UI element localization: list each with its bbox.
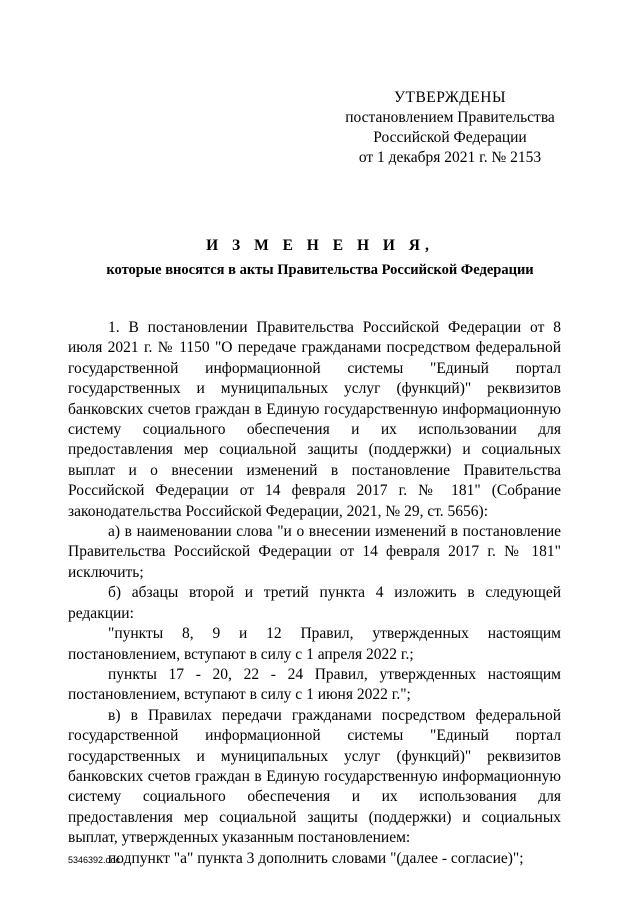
approval-heading: УТВЕРЖДЕНЫ [394,89,506,106]
file-reference: 5346392.doc [68,855,121,865]
paragraph-v-subitem: подпункт "а" пункта 3 дополнить словами "(далее - согласие)"; [108,849,524,867]
document-body [68,318,561,869]
approval-line-3: Российской Федерации [373,129,527,146]
approval-block [330,88,570,168]
approval-line-2: постановлением Правительства [345,109,555,126]
paragraph-b-quote-1: "пункты 8, 9 и 12 Правил, утвержденных настоящим постановлением, вступают в силу с 1 апреля 2022 г.; [68,625,561,663]
paragraph-a: а) в наименовании слова "и о внесении изменений в постановление Правительства Российской Федерации от 14 февраля 2017 г. № 181" исключить; [68,523,561,581]
approval-date-number: от 1 декабря 2021 г. № 2153 [358,149,542,166]
paragraph-b: б) абзацы второй и третий пункта 4 изложить в следующей редакции: [68,584,561,622]
paragraph-v: в) в Правилах передачи гражданами посредством федеральной государственной информационной системы "Единый портал государственных и муниципальных услуг (функций)" реквизитов банковских счетов граждан в Единую государственную информационную систему социального обеспечения и их использования для предоставления мер социальной защиты (поддержки) и социальных выплат, утвержденных указанным постановлением: [68,706,561,847]
document-subtitle: которые вносятся в акты Правительства Российской Федерации [106,262,534,278]
paragraph-b-quote-2: пункты 17 - 20, 22 - 24 Правил, утвержденных настоящим постановлением, вступают в силу с 1 июня 2022 г."; [68,665,561,704]
document-title: И З М Е Н Е Н И Я, [206,237,434,254]
paragraph-1: 1. В постановлении Правительства Российской Федерации от 8 июля 2021 г. № 1150 "О передаче гражданами посредством федеральной государственной информационной системы "Единый портал государственных и муниципальных услуг (функций)" реквизитов банковских счетов граждан в Единую государственную информационную систему социального обеспечения и их использовании для предоставления мер социальной защиты (поддержки) и социальных выплат и о внесении изменений в постановление Правительства Российской Федерации от 14 февраля 2017 г. № 181" (Собрание законодательства Российской Федерации, 2021, № 29, ст. 5656): [68,319,561,520]
